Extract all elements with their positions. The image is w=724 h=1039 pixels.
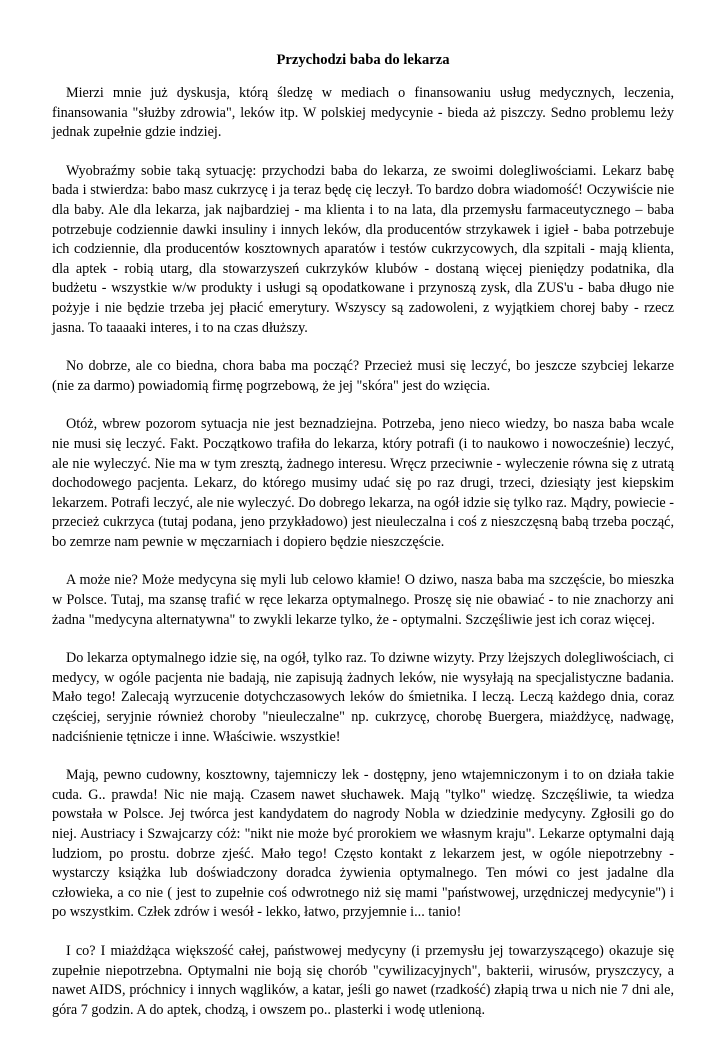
paragraph: Wyobraźmy sobie taką sytuację: przychodzi baba do lekarza, ze swoimi dolegliwościami. Lekarz babę bada i stwierdza: babo masz cukrzycę i ja teraz będę cię leczył. To bardzo dobra wiadomość! Oczywiście nie dla baby. Ale dla lekarza, jak najbardziej - ma klienta i to na lata, dla przemysłu farmaceutycznego – baba potrzebuje codziennie dawki insuliny i innych leków, dla producentów strzykawek i igieł - baba potrzebuje ich codziennie, dla producentów kosztownych aparatów i testów cukrzycowych, dla szpitali - mają klienta, dla aptek - robią utarg, dla stowarzyszeń cukrzyków klubów - dostaną więcej pieniędzy podatnika, dla budżetu - wszystkie w/w produkty i usługi są opodatkowane i przynoszą zysk, dla ZUS'u - baba długo nie pożyje i nie będzie trzeba jej płacić emerytury. Wszyscy są zadowoleni, z wyjątkiem chorej baby - rzecz jasna. To taaaaki interes, i to na czas dłuższy. bbox=[52, 162, 674, 336]
document-title: Przychodzi baba do lekarza bbox=[276, 52, 450, 68]
paragraph: Mają, pewno cudowny, kosztowny, tajemniczy lek - dostępny, jeno wtajemniczonym i to on działa takie cuda. G.. prawda! Nic nie mają. Czasem nawet słuchawek. Mają "tylko" wiedzę. Szczęśliwie, ta wiedza powstała w Polsce. Jej twórca jest kandydatem do nagrody Nobla w dziedzinie medycyny. Zgłosili go do niej. Austriacy i Szwajcarzy cóż: "nikt nie może być prorokiem we własnym kraju". Lekarze optymalni dają ludziom, po prostu. dobrze zjeść. Mało tego! Często kontakt z lekarzem jest, w ogóle niepotrzebny - wystarczy książka lub doświadczony doradca żywienia optymalnego. Ten mówi co jest jadalne dla człowieka, a co nie ( jest to zupełnie coś odwrotnego niż się mami "państwowej, urzędniczej medycynie") i po wszystkim. Człek zdrów i wesół - lekko, łatwo, przyjemnie i... tanio! bbox=[52, 767, 674, 921]
document-page bbox=[52, 50, 674, 1039]
paragraph: Do lekarza optymalnego idzie się, na ogół, tylko raz. To dziwne wizyty. Przy lżejszych dolegliwościach, ci medycy, w ogóle pacjenta nie badają, nie zapisują żadnych leków, nie wysyłają na specjalistyczne badania. Mało tego! Zalecają wyrzucenie dotychczasowych leków do śmietnika. I leczą. Leczą każdego dnia, coraz częściej, seryjnie również choroby "nieuleczalne" np. cukrzycę, chorobę Buergera, miażdżycę, nadwagę, nadciśnienie tętnicze i inne. Właściwie. wszystkie! bbox=[52, 650, 674, 745]
paragraph: Mierzi mnie już dyskusja, którą śledzę w mediach o finansowaniu usług medycznych, leczenia, finansowania "służby zdrowia", leków itp. W polskiej medycynie - bieda aż piszczy. Sedno problemu leży jednak zupełnie gdzie indziej. bbox=[52, 85, 674, 141]
paragraph: Otóż, wbrew pozorom sytuacja nie jest beznadziejna. Potrzeba, jeno nieco wiedzy, bo nasza baba wcale nie musi się leczyć. Fakt. Początkowo trafiła do lekarza, który potrafi (i to naukowo i nowocześnie) leczyć, ale nie wyleczyć. Nie ma w tym zresztą, żadnego interesu. Wręcz przeciwnie - wyleczenie równa się z utratą dochodowego pacjenta. Lekarz, do którego musimy udać się po raz drugi, trzeci, dziesiąty jest kiepskim lekarzem. Potrafi leczyć, ale nie wyleczyć. Do dobrego lekarza, na ogół idzie się tylko raz. Mądry, powiecie - przecież cukrzyca (tutaj podana, jeno przykładowo) jest nieuleczalna i coś z nieszczęsną babą trzeba począć, bo zemrze nam pewnie w męczarniach i dopiero będzie nieszczęście. bbox=[52, 416, 674, 550]
paragraph: A może nie? Może medycyna się myli lub celowo kłamie! O dziwo, nasza baba ma szczęście, bo mieszka w Polsce. Tutaj, ma szansę trafić w ręce lekarza optymalnego. Proszę się nie obawiać - to nie znachorzy ani żadna "medycyna alternatywna" to zwykli lekarze tylko, że - optymalni. Szczęśliwie jest ich coraz więcej. bbox=[52, 572, 674, 628]
paragraph: No dobrze, ale co biedna, chora baba ma począć? Przecież musi się leczyć, bo jeszcze szybciej lekarze (nie za darmo) powiadomią firmę pogrzebową, że jej "skóra" jest do wzięcia. bbox=[52, 358, 674, 394]
paragraph: I co? I miażdżąca większość całej, państwowej medycyny (i przemysłu jej towarzyszącego) okazuje się zupełnie niepotrzebna. Optymalni nie boją się chorób "cywilizacyjnych", bakterii, wirusów, pryszczycy, a nawet AIDS, próchnicy i innych wąglików, a katar, jeśli go nawet (rzadkość) złapią trwa u nich nie 7 dni ale, góra 7 godzin. A do aptek, chodzą, i owszem po.. plasterki i wodę utlenioną. bbox=[52, 942, 674, 1018]
